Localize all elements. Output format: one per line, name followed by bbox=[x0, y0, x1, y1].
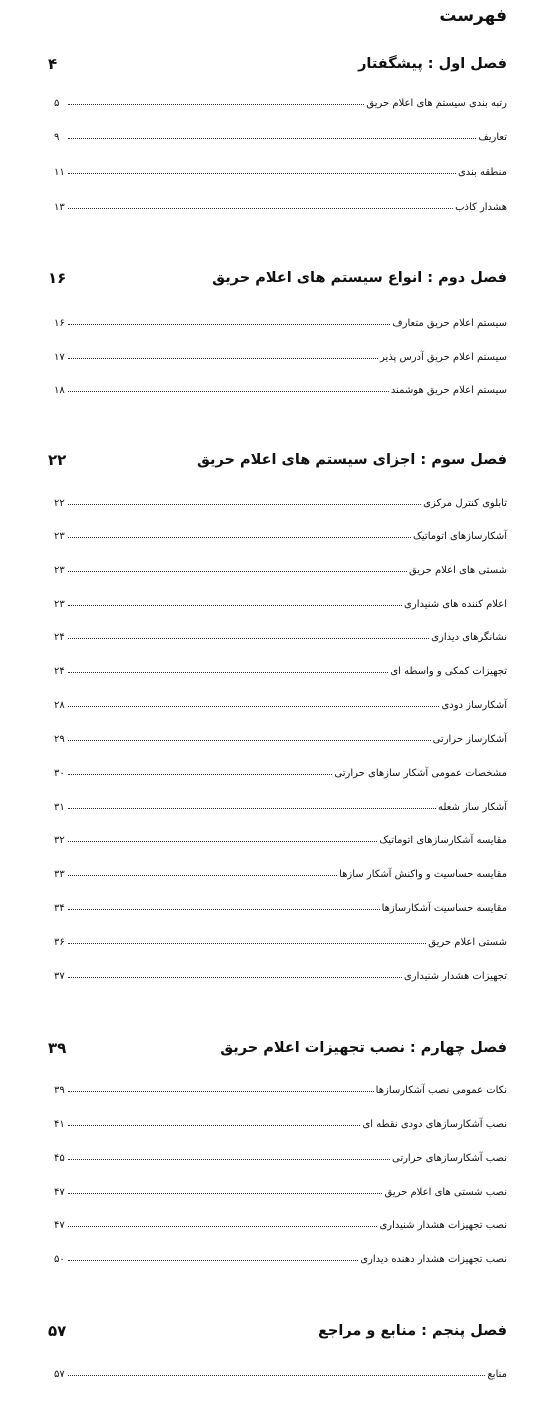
toc-entry[interactable] bbox=[54, 1112, 507, 1130]
chapter-page-number: ۱۶ bbox=[48, 269, 67, 287]
entry-page-number: ۹ bbox=[54, 132, 60, 143]
entry-label: مشخصات عمومی آشکار سازهای حرارتی bbox=[334, 768, 507, 779]
toc-entry[interactable] bbox=[54, 862, 507, 880]
dot-leader bbox=[68, 571, 407, 572]
entry-label: آشکارسازهای اتوماتیک bbox=[412, 531, 507, 542]
dot-leader bbox=[68, 1159, 390, 1160]
entry-page-number: ۳۳ bbox=[54, 869, 65, 880]
toc-entry[interactable] bbox=[54, 795, 507, 813]
entry-label: نصب آشکارسازهای دودی نقطه ای bbox=[362, 1119, 507, 1130]
toc-entry[interactable] bbox=[54, 345, 507, 363]
toc-entry[interactable] bbox=[54, 592, 507, 610]
dot-leader bbox=[68, 1375, 485, 1376]
entry-label: آشکارساز حرارتی bbox=[432, 734, 507, 745]
entry-label: نشانگرهای دیداری bbox=[431, 632, 507, 643]
chapter-title: فصل چهارم : نصب تجهیزات اعلام حریق bbox=[220, 1040, 507, 1056]
entry-label: سیستم اعلام حریق هوشمند bbox=[390, 385, 507, 396]
entry-page-number: ۲۲ bbox=[54, 498, 65, 509]
toc-entry[interactable] bbox=[54, 727, 507, 745]
chapter-page-number: ۵۷ bbox=[48, 1322, 67, 1340]
dot-leader bbox=[68, 1193, 382, 1194]
entry-page-number: ۳۴ bbox=[54, 903, 65, 914]
toc-entry[interactable] bbox=[54, 1078, 507, 1096]
entry-page-number: ۲۴ bbox=[54, 666, 65, 677]
dot-leader bbox=[68, 391, 389, 392]
entry-page-number: ۳۷ bbox=[54, 971, 65, 982]
toc-entry[interactable] bbox=[54, 1213, 507, 1231]
entry-page-number: ۵ bbox=[54, 98, 60, 109]
dot-leader bbox=[68, 208, 453, 209]
dot-leader bbox=[68, 841, 377, 842]
dot-leader bbox=[68, 1091, 374, 1092]
entry-page-number: ۳۱ bbox=[54, 802, 65, 813]
entry-page-number: ۴۷ bbox=[54, 1220, 65, 1231]
entry-page-number: ۴۷ bbox=[54, 1187, 65, 1198]
entry-page-number: ۲۳ bbox=[54, 531, 65, 542]
dot-leader bbox=[68, 774, 332, 775]
toc-entry[interactable] bbox=[54, 625, 507, 643]
entry-label: اعلام کننده های شنیداری bbox=[404, 599, 507, 610]
chapter-1-heading[interactable] bbox=[48, 52, 507, 76]
entry-page-number: ۳۰ bbox=[54, 768, 65, 779]
entry-page-number: ۳۶ bbox=[54, 937, 65, 948]
entry-label: سیستم اعلام حریق متعارف bbox=[392, 318, 507, 329]
dot-leader bbox=[68, 104, 364, 105]
toc-entry[interactable] bbox=[54, 828, 507, 846]
chapter-title: فصل پنجم : منابع و مراجع bbox=[318, 1323, 507, 1339]
toc-entry[interactable] bbox=[54, 558, 507, 576]
toc-entry[interactable] bbox=[54, 1362, 507, 1380]
dot-leader bbox=[68, 358, 378, 359]
chapter-title: فصل اول : پیشگفتار bbox=[358, 56, 507, 72]
dot-leader bbox=[68, 638, 429, 639]
entry-page-number: ۱۶ bbox=[54, 318, 65, 329]
dot-leader bbox=[68, 504, 421, 505]
dot-leader bbox=[68, 537, 411, 538]
toc-entry[interactable] bbox=[54, 491, 507, 509]
chapter-page-number: ۲۲ bbox=[48, 451, 67, 469]
dot-leader bbox=[68, 138, 476, 139]
toc-entry[interactable] bbox=[54, 930, 507, 948]
toc-entry[interactable] bbox=[54, 160, 507, 178]
dot-leader bbox=[68, 977, 402, 978]
toc-entry[interactable] bbox=[54, 125, 507, 143]
dot-leader bbox=[68, 1260, 358, 1261]
dot-leader bbox=[68, 943, 426, 944]
toc-entry[interactable] bbox=[54, 693, 507, 711]
dot-leader bbox=[68, 173, 456, 174]
toc-entry[interactable] bbox=[54, 964, 507, 982]
toc-entry[interactable] bbox=[54, 659, 507, 677]
entry-page-number: ۴۱ bbox=[54, 1119, 65, 1130]
dot-leader bbox=[68, 808, 436, 809]
entry-page-number: ۲۴ bbox=[54, 632, 65, 643]
entry-label: رتبه بندی سیستم های اعلام حریق bbox=[366, 98, 507, 109]
toc-entry[interactable] bbox=[54, 524, 507, 542]
entry-label: هشدار کاذب bbox=[455, 202, 507, 213]
entry-page-number: ۳۹ bbox=[54, 1085, 65, 1096]
entry-label: نصب شستی های اعلام حریق bbox=[384, 1187, 507, 1198]
dot-leader bbox=[68, 1226, 377, 1227]
entry-label: تجهیزات هشدار شنیداری bbox=[403, 971, 507, 982]
toc-entry[interactable] bbox=[54, 195, 507, 213]
chapter-5-heading[interactable] bbox=[48, 1319, 507, 1343]
entry-label: نصب تجهیزات هشدار دهنده دیداری bbox=[360, 1254, 507, 1265]
entry-label: مقایسه حساسیت آشکارسازها bbox=[381, 903, 507, 914]
toc-entry[interactable] bbox=[54, 1247, 507, 1265]
entry-page-number: ۲۹ bbox=[54, 734, 65, 745]
entry-label: آشکارساز دودی bbox=[441, 700, 507, 711]
entry-label: منطقه بندی bbox=[457, 167, 507, 178]
entry-label: شستی های اعلام حریق bbox=[408, 565, 507, 576]
entry-label: نصب تجهیزات هشدار شنیداری bbox=[379, 1220, 507, 1231]
entry-page-number: ۱۳ bbox=[54, 202, 65, 213]
toc-entry[interactable] bbox=[54, 378, 507, 396]
chapter-2-heading[interactable] bbox=[48, 266, 507, 290]
toc-entry[interactable] bbox=[54, 91, 507, 109]
toc-entry[interactable] bbox=[54, 311, 507, 329]
dot-leader bbox=[68, 1125, 360, 1126]
entry-label: تعاریف bbox=[478, 132, 507, 143]
dot-leader bbox=[68, 875, 337, 876]
entry-page-number: ۲۳ bbox=[54, 599, 65, 610]
chapter-page-number: ۴ bbox=[48, 55, 58, 73]
dot-leader bbox=[68, 909, 380, 910]
entry-page-number: ۱۱ bbox=[54, 167, 65, 178]
entry-label: نکات عمومی نصب آشکارسازها bbox=[375, 1085, 507, 1096]
entry-page-number: ۲۸ bbox=[54, 700, 65, 711]
entry-page-number: ۱۷ bbox=[54, 352, 65, 363]
entry-label: سیستم اعلام حریق آدرس پذیر bbox=[379, 352, 507, 363]
toc-entry[interactable] bbox=[54, 761, 507, 779]
entry-label: مقایسه حساسیت و واکنش آشکار سازها bbox=[339, 869, 507, 880]
dot-leader bbox=[68, 324, 390, 325]
entry-page-number: ۵۰ bbox=[54, 1254, 65, 1265]
entry-label: آشکار ساز شعله bbox=[437, 802, 507, 813]
chapter-page-number: ۳۹ bbox=[48, 1039, 67, 1057]
entry-label: منابع bbox=[487, 1369, 507, 1380]
entry-page-number: ۱۸ bbox=[54, 385, 65, 396]
entry-page-number: ۵۷ bbox=[54, 1369, 65, 1380]
dot-leader bbox=[68, 740, 431, 741]
toc-entry[interactable] bbox=[54, 1180, 507, 1198]
chapter-title: فصل سوم : اجزای سیستم های اعلام حریق bbox=[196, 452, 507, 468]
entry-label: تجهیزات کمکی و واسطه ای bbox=[390, 666, 507, 677]
chapter-4-heading[interactable] bbox=[48, 1036, 507, 1060]
entry-label: نصب آشکارسازهای حرارتی bbox=[391, 1153, 507, 1164]
page-title: فهرست bbox=[439, 6, 507, 26]
chapter-3-heading[interactable] bbox=[48, 448, 507, 472]
dot-leader bbox=[68, 672, 388, 673]
dot-leader bbox=[68, 605, 402, 606]
chapter-title: فصل دوم : انواع سیستم های اعلام حریق bbox=[212, 270, 507, 286]
entry-page-number: ۳۲ bbox=[54, 835, 65, 846]
entry-label: شستی اعلام حریق bbox=[428, 937, 507, 948]
entry-label: مقایسه آشکارسازهای اتوماتیک bbox=[379, 835, 507, 846]
toc-entry[interactable] bbox=[54, 896, 507, 914]
entry-page-number: ۲۳ bbox=[54, 565, 65, 576]
toc-entry[interactable] bbox=[54, 1146, 507, 1164]
dot-leader bbox=[68, 706, 439, 707]
entry-page-number: ۴۵ bbox=[54, 1153, 65, 1164]
entry-label: تابلوی کنترل مرکزی bbox=[423, 498, 507, 509]
